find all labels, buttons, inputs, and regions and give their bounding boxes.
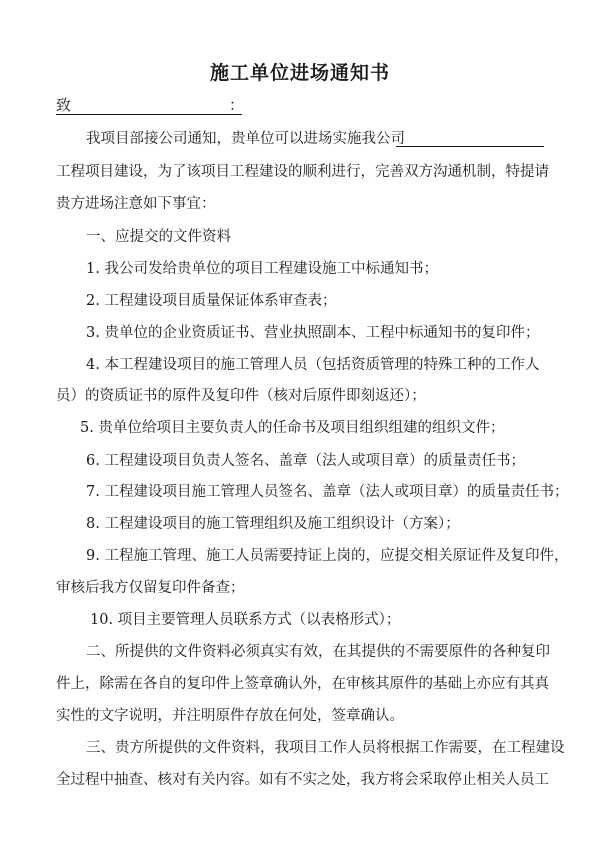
recipient-label: 致: [56, 96, 72, 114]
list-item: 5. 贵单位给项目主要负责人的任命书及项目组织组建的组织文件；: [80, 420, 505, 436]
list-item: 8. 工程建设项目的施工管理组织及施工组织设计（方案）；: [86, 516, 460, 532]
section-paragraph: 三、贵方所提供的文件资料，我项目工作人员将根据工作需要，在工程建设: [86, 740, 565, 756]
section-paragraph: 实性的文字说明，并注明原件存放在何处，签章确认。: [56, 708, 404, 724]
list-item: 1. 我公司发给贵单位的项目工程建设施工中标通知书；: [86, 261, 438, 277]
list-item: 3. 贵单位的企业资质证书、营业执照副本、工程中标通知书的复印件；: [86, 325, 540, 341]
section-paragraph: 全过程中抽查、核对有关内容。如有不实之处，我方将会采取停止相关人员工: [56, 772, 549, 788]
list-item: 2. 工程建设项目质量保证体系审查表；: [86, 293, 337, 309]
list-item: 4. 本工程建设项目的施工管理人员（包括资质管理的特殊工种的工作人: [86, 357, 540, 373]
page-title: 施工单位进场通知书: [209, 62, 390, 84]
list-item: 10. 项目主要管理人员联系方式（以表格形式）；: [90, 612, 401, 628]
section-paragraph: 二、所提供的文件资料必须真实有效，在其提供的不需要原件的各种复印: [86, 644, 550, 660]
section-paragraph: 件上，除需在各自的复印件上签章确认外，在审核其原件的基础上亦应有其真: [56, 676, 549, 692]
paragraph-line: 贵方进场注意如下事宜：: [56, 196, 216, 212]
list-item: 7. 工程建设项目施工管理人员签名、盖章（法人或项目章）的质量责任书；: [86, 484, 569, 500]
project-name-blank: [396, 146, 544, 147]
recipient-colon: ：: [229, 96, 245, 114]
paragraph-line: 工程项目建设，为了该项目工程建设的顺利进行，完善双方沟通机制，特提请: [56, 164, 549, 180]
recipient-underline: [56, 114, 242, 115]
list-item-continuation: 审核后我方仅留复印件备查；: [56, 580, 245, 596]
list-item: 9. 工程施工管理、施工人员需要持证上岗的，应提交相关原证件及复印件，: [86, 548, 569, 564]
section-heading: 一、应提交的文件资料: [86, 229, 231, 245]
list-item: 6. 工程建设项目负责人签名、盖章（法人或项目章）的质量责任书；: [86, 453, 525, 469]
paragraph-line: 我项目部接公司通知，贵单位可以进场实施我公司: [86, 131, 405, 147]
list-item-continuation: 员）的资质证书的原件及复印件（核对后原件即刻返还）；: [56, 388, 426, 404]
